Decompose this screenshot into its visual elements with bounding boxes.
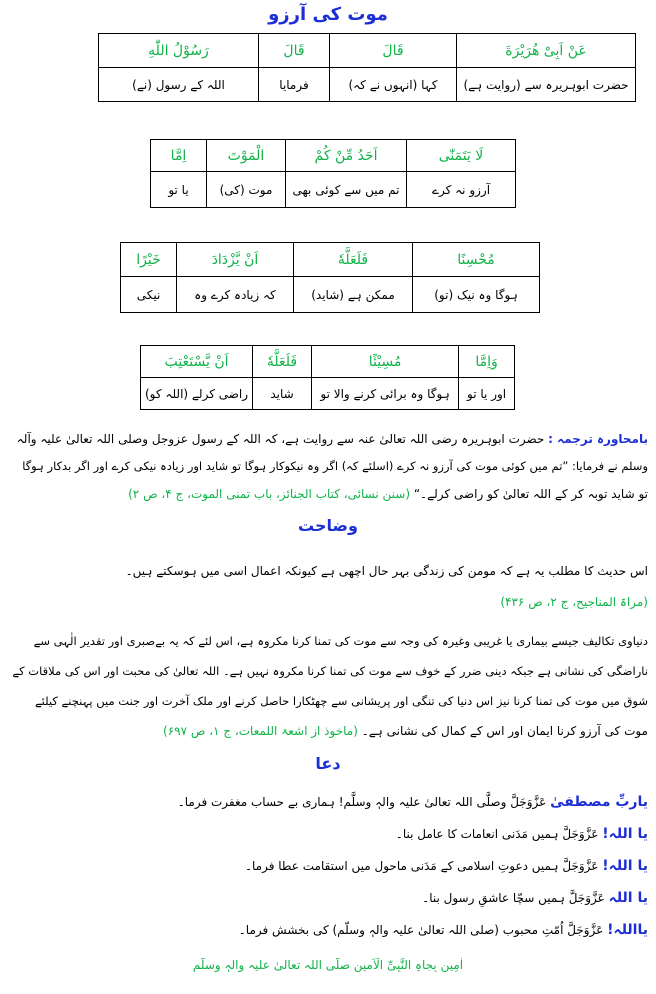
table3-arabic-cell: مُحْسِنًا — [413, 243, 540, 277]
dua-line-5 — [8, 918, 648, 942]
table2-arabic-cell: لَا يَتَمَنّٰى — [407, 140, 516, 172]
wazahat-text: موت کی آرزو کرنا ایمان اور اس کے کمال کی نشانی ہے۔ — [361, 724, 648, 738]
table2-urdu-cell: آرزو نہ کرے — [407, 172, 516, 208]
table1-arabic-cell: قَالَ — [259, 34, 330, 68]
table3-arabic-cell: فَلَعَلَّهٗ — [294, 243, 413, 277]
dua-invocation: یا اللہ! — [602, 826, 648, 842]
dua-line-2 — [8, 822, 648, 846]
translation-heading: بامحاورہ ترجمہ : — [548, 432, 648, 446]
wazahat-line-1: اس حدیث کا مطلب یہ ہے کہ مومن کی زندگی بہر حال اچھی ہے کیونکہ اعمال اسی میں ہوسکتے ہیں۔ — [125, 564, 648, 578]
word-table-3 — [120, 242, 540, 313]
table3-urdu-cell: ہوگا وہ نیک (تو) — [413, 277, 540, 313]
table2-urdu-cell: تم میں سے کوئی بھی — [286, 172, 407, 208]
table1-arabic-cell: رَسُوْلُ اللّٰهِ — [99, 34, 259, 68]
wazahat-reference-1: (مراۃ المناجیح، ج ۲، ص ۴۳۶) — [500, 595, 648, 609]
table4-urdu-cell: ہوگا وہ برائی کرنے والا تو — [311, 378, 458, 410]
table2-arabic-cell: اَحَدُ مِّنْ كُمْ — [286, 140, 407, 172]
dua-invocation: یااللہ! — [607, 922, 648, 938]
dua-text: عَزَّوَجَلَّ وصلَّی اللہ تعالیٰ علیہ والہٖ وسلَّم! ہماری بے حساب مغفرت فرما۔ — [177, 795, 547, 809]
dua-line-4 — [8, 886, 648, 910]
dua-text: عَزَّوَجَلَّ ہمیں دعوتِ اسلامی کے مَدَنی ماحول میں استقامت عطا فرما۔ — [244, 859, 599, 873]
table1-urdu-cell: حضرت ابوہریرہ سے (روایت ہے) — [457, 68, 636, 102]
page-title: موت کی آرزو — [268, 4, 388, 25]
dua-line-3 — [8, 854, 648, 878]
table3-urdu-cell: کہ زیادہ کرے وہ — [177, 277, 294, 313]
dua-invocation: یاربِّ مصطفیٰ — [550, 794, 648, 810]
dua-invocation: یا اللہ — [608, 890, 648, 906]
table2-arabic-cell: الْمَوْتَ — [207, 140, 286, 172]
table2-arabic-cell: اِمَّا — [151, 140, 207, 172]
table1-urdu-cell: کہا (انہوں نے کہ) — [330, 68, 457, 102]
table3-arabic-cell: خَيْرًا — [121, 243, 177, 277]
translation-text: تو شاید توبہ کر کے اللہ تعالیٰ کو راضی کرلے۔“ — [413, 487, 648, 501]
wazahat-para-line: ناراضگی کی نشانی ہے جبکہ دینی ضرر کے خوف سے موت کی تمنا کرنا مکروہ نہیں ہے۔ اللہ تعالیٰ کی محبت اور اس کی ملاقات کے — [12, 664, 648, 678]
translation-line-3 — [8, 483, 648, 505]
dua-heading: دعا — [315, 754, 341, 773]
table1-urdu-cell: اللہ کے رسول (نے) — [99, 68, 259, 102]
dua-invocation: یا اللہ! — [602, 858, 648, 874]
table1-urdu-cell: فرمایا — [259, 68, 330, 102]
table3-urdu-cell: نیکی — [121, 277, 177, 313]
table4-urdu-cell: اور یا تو — [459, 378, 515, 410]
dua-text: عَزَّوَجَلَّ اُمّتِ محبوب (صلی اللہ تعالیٰ علیہ والہٖ وسلّم) کی بخشش فرما۔ — [238, 923, 604, 937]
table4-urdu-cell: راضی کرلے (اللہ کو) — [141, 378, 253, 410]
dua-line-1 — [8, 790, 648, 814]
translation-reference: (سنن نسائی، کتاب الجنائز، باب تمنی الموت، ج ۴، ص ۲) — [128, 487, 411, 501]
table2-urdu-cell: یا تو — [151, 172, 207, 208]
amin-line: اٰمِین بِجاہِ النَّبِیِّ الْاَمین صلَّی اللہ تعالیٰ علیہ والہٖ وسلَّم — [192, 958, 464, 972]
dua-text: عَزَّوَجَلَّ ہمیں سچّا عاشقِ رسول بنا۔ — [422, 891, 605, 905]
table4-arabic-cell: فَلَعَلَّهٗ — [253, 346, 312, 378]
translation-text: حضرت ابوہریرہ رضی اللہ تعالیٰ عنہ سے روایت ہے، کہ اللہ کے رسول عزوجل وصلی اللہ تعالیٰ علیہ وآلہ — [16, 432, 545, 446]
translation-line-2: وسلم نے فرمایا: ”تم میں کوئی موت کی آرزو نہ کرے (اسلئے کہ) اگر وہ نیکوکار ہوگا تو شاید اور زیادہ نیکی کرے اور اگر بدکار ہوگا — [22, 459, 648, 473]
table1-arabic-cell: عَنْ اَبِیْ هُرَيْرَةَ — [457, 34, 636, 68]
wazahat-reference-2: (ماخوذ از اشعۃ اللمعات، ج ۱، ص ۶۹۷) — [163, 724, 358, 738]
translation-line-1 — [8, 428, 648, 450]
wazahat-heading: وضاحت — [298, 516, 358, 535]
table1-arabic-cell: قَالَ — [330, 34, 457, 68]
wazahat-para-line: شوق میں موت کی تمنا کرنا نیز اس دنیا کی تنگی اور پریشانی سے چھٹکارا حاصل کرنے اور ملک آخرت اور جنت میں پہنچنے کیلئے — [34, 694, 648, 708]
table4-arabic-cell: مُسِيْئًا — [311, 346, 458, 378]
word-table-2 — [150, 139, 516, 208]
table2-urdu-cell: موت (کی) — [207, 172, 286, 208]
table4-arabic-cell: وَاِمَّا — [459, 346, 515, 378]
dua-text: عَزَّوَجَلَّ ہمیں مَدَنی انعامات کا عامل بنا۔ — [395, 827, 599, 841]
word-table-1 — [98, 33, 636, 102]
table3-urdu-cell: ممکن ہے (شاید) — [294, 277, 413, 313]
table4-arabic-cell: اَنْ يَّسْتَعْتِبَ — [141, 346, 253, 378]
table4-urdu-cell: شاید — [253, 378, 312, 410]
wazahat-para-last — [8, 720, 648, 742]
wazahat-para-line: دنیاوی تکالیف جیسے بیماری یا غریبی وغیرہ کی وجہ سے موت کی تمنا کرنا مکروہ ہے، اس لئے کہ یہ بےصبری اور تقدیر الٰہی سے — [33, 634, 648, 648]
table3-arabic-cell: اَنْ يَّزْدَادَ — [177, 243, 294, 277]
word-table-4 — [140, 345, 515, 410]
